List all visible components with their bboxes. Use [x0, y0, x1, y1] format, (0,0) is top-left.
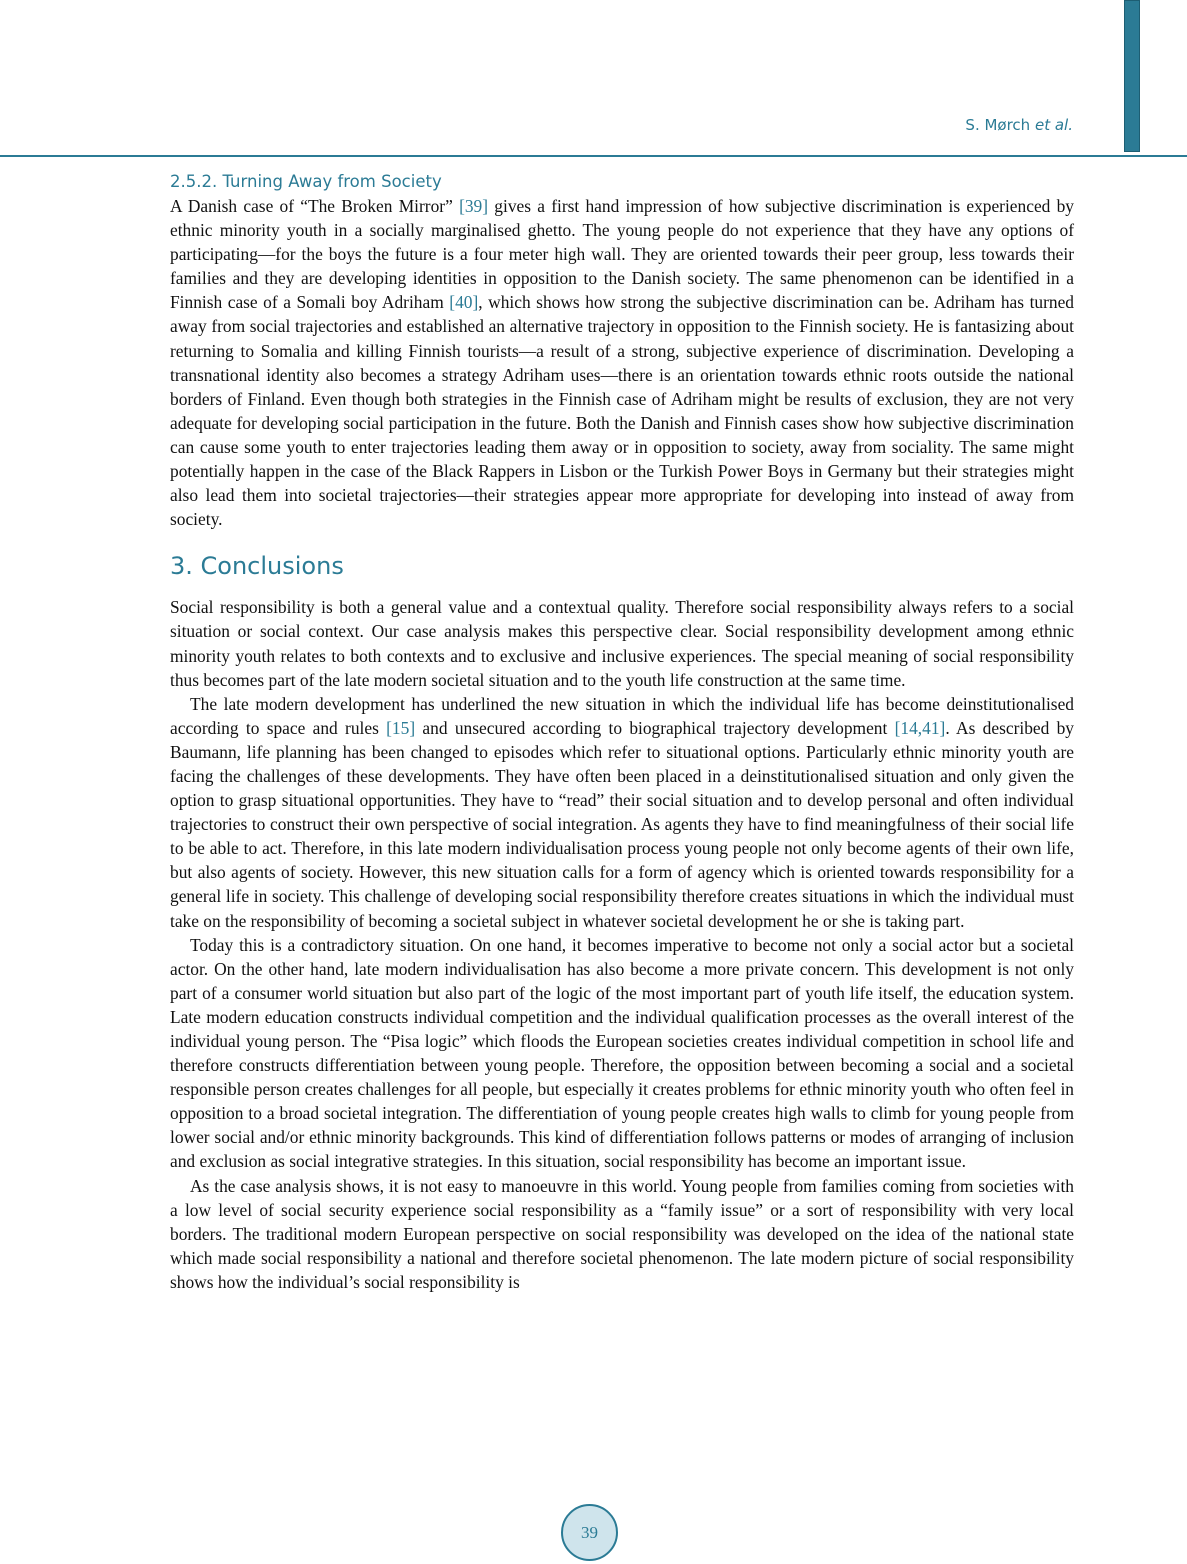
conclusions-paragraph-2: [170, 692, 1074, 933]
conclusions-paragraph-3: Today this is a contradictory situation. On one hand, it becomes imperative to become not only a social actor but a societal actor. On the other hand, late modern individualisation has also become a more private concern. This development is not only part of a consumer world situation but also part of the logic of the most important part of youth life itself, the education system. Late modern education constructs individual competition and the individual qualification processes as the overall interest of the individual young person. The “Pisa logic” which floods the European societies creates individual competition in school life and therefore constructs differentiation between young people. Therefore, the opposition between becoming a social and a societal responsible person creates challenges for all people, but especially it creates problems for ethnic minority youth who often feel in opposition to a broad societal integration. The differentiation of young people creates high walls to climb for young people from lower social and/or ethnic minority backgrounds. This kind of differentiation follows patterns or modes of arranging of inclusion and exclusion as social integrative strategies. In this situation, social responsibility has become an important issue.: [170, 934, 1074, 1172]
text-run: and unsecured according to biographical trajectory development: [415, 717, 895, 738]
section-heading: 3. Conclusions: [170, 552, 344, 581]
citation-link-15[interactable]: [15]: [386, 717, 416, 738]
page-number-badge: [561, 1504, 618, 1561]
text-run: . As described by Baumann, life planning has been changed to episodes which refer to situational options. Particularly ethnic minority youth are facing the challenges of these developments. They have often been placed in a deinstitutionalised situation and only given the option to grasp situational opportunities. They have to “read” their social situation and to develop personal and often individual trajectories to construct their own perspective of social integration. As agents they have to find meaningfulness of their social life to be able to act. Therefore, in this late modern individualisation process young people not only become agents of their own life, but also agents of society. However, this new situation calls for a form of agency which is oriented towards responsibility for a general life in society. This challenge of developing social responsibility therefore creates situations in which the individual must take on the responsibility of becoming a societal subject in whatever societal development he or she is taking part.: [170, 717, 1074, 931]
citation-link-40[interactable]: [40]: [449, 292, 479, 313]
running-head-etal: et al.: [1034, 116, 1073, 134]
article-body: [170, 170, 1074, 1294]
text-run: The late modern development has underlined the new situation in which the individual life has become deinstitutionalised according to space and rules: [170, 693, 1074, 738]
page-number: 39: [581, 1522, 598, 1542]
subsection-heading: 2.5.2. Turning Away from Society: [170, 172, 442, 191]
running-head-author: S. Mørch: [965, 116, 1031, 134]
running-head: [965, 116, 1073, 134]
text-run: A Danish case of “The Broken Mirror”: [170, 196, 460, 216]
header-rule: [0, 155, 1187, 157]
text-run: , which shows how strong the subjective discrimination can be. Adriham has turned away from social trajectories and established an alternative trajectory in opposition to the Finnish society. He is fantasizing about returning to Somalia and killing Finnish tourists—a result of a strong, subjective experience of discrimination. Developing a transnational identity also becomes a strategy Adriham uses—there is an orientation towards ethnic roots outside the national borders of Finland. Even though both strategies in the Finnish case of Adriham might be results of exclusion, they are not very adequate for developing social participation in the future. Both the Danish and Finnish cases show how subjective discrimination can cause some youth to enter trajectories leading them away or in opposition to society, away from sociality. The same might potentially happen in the case of the Black Rappers in Lisbon or the Turkish Power Boys in Germany but their strategies might also lead them into societal trajectories—their strategies appear more appropriate for developing into instead of away from society.: [170, 292, 1074, 530]
conclusions-paragraph-4: As the case analysis shows, it is not easy to manoeuvre in this world. Young people from families coming from societies with a low level of social security experience social responsibility as a “family issue” or a sort of responsibility with very local borders. The traditional modern European perspective on social responsibility was developed on the idea of the national state which made social responsibility a national and therefore societal phenomenon. The late modern picture of social responsibility shows how the individual’s social responsibility is: [170, 1175, 1074, 1292]
text-run: gives a first hand impression of how subjective discrimination is experienced by ethnic minority youth in a socially marginalised ghetto. The young people do not experience that they have any options of participating—for the boys the future is a four meter high wall. They are oriented towards their peer group, less towards their families and they are developing identities in opposition to the Danish society. The same phenomenon can be identified in a Finnish case of a Somali boy Adriham: [170, 196, 1074, 313]
subsection-paragraph-1: [170, 194, 1074, 531]
citation-link-14-41[interactable]: [14,41]: [894, 717, 946, 738]
corner-accent-bar: [1124, 0, 1140, 152]
conclusions-paragraph-1: Social responsibility is both a general value and a contextual quality. Therefore social responsibility always refers to a social situation or social context. Our case analysis makes this perspective clear. Social responsibility development among ethnic minority youth relates to both contexts and to exclusive and inclusive experiences. The special meaning of social responsibility thus becomes part of the late modern societal situation and to the youth life construction at the same time.: [170, 597, 1074, 690]
citation-link-39[interactable]: [39]: [459, 196, 489, 216]
